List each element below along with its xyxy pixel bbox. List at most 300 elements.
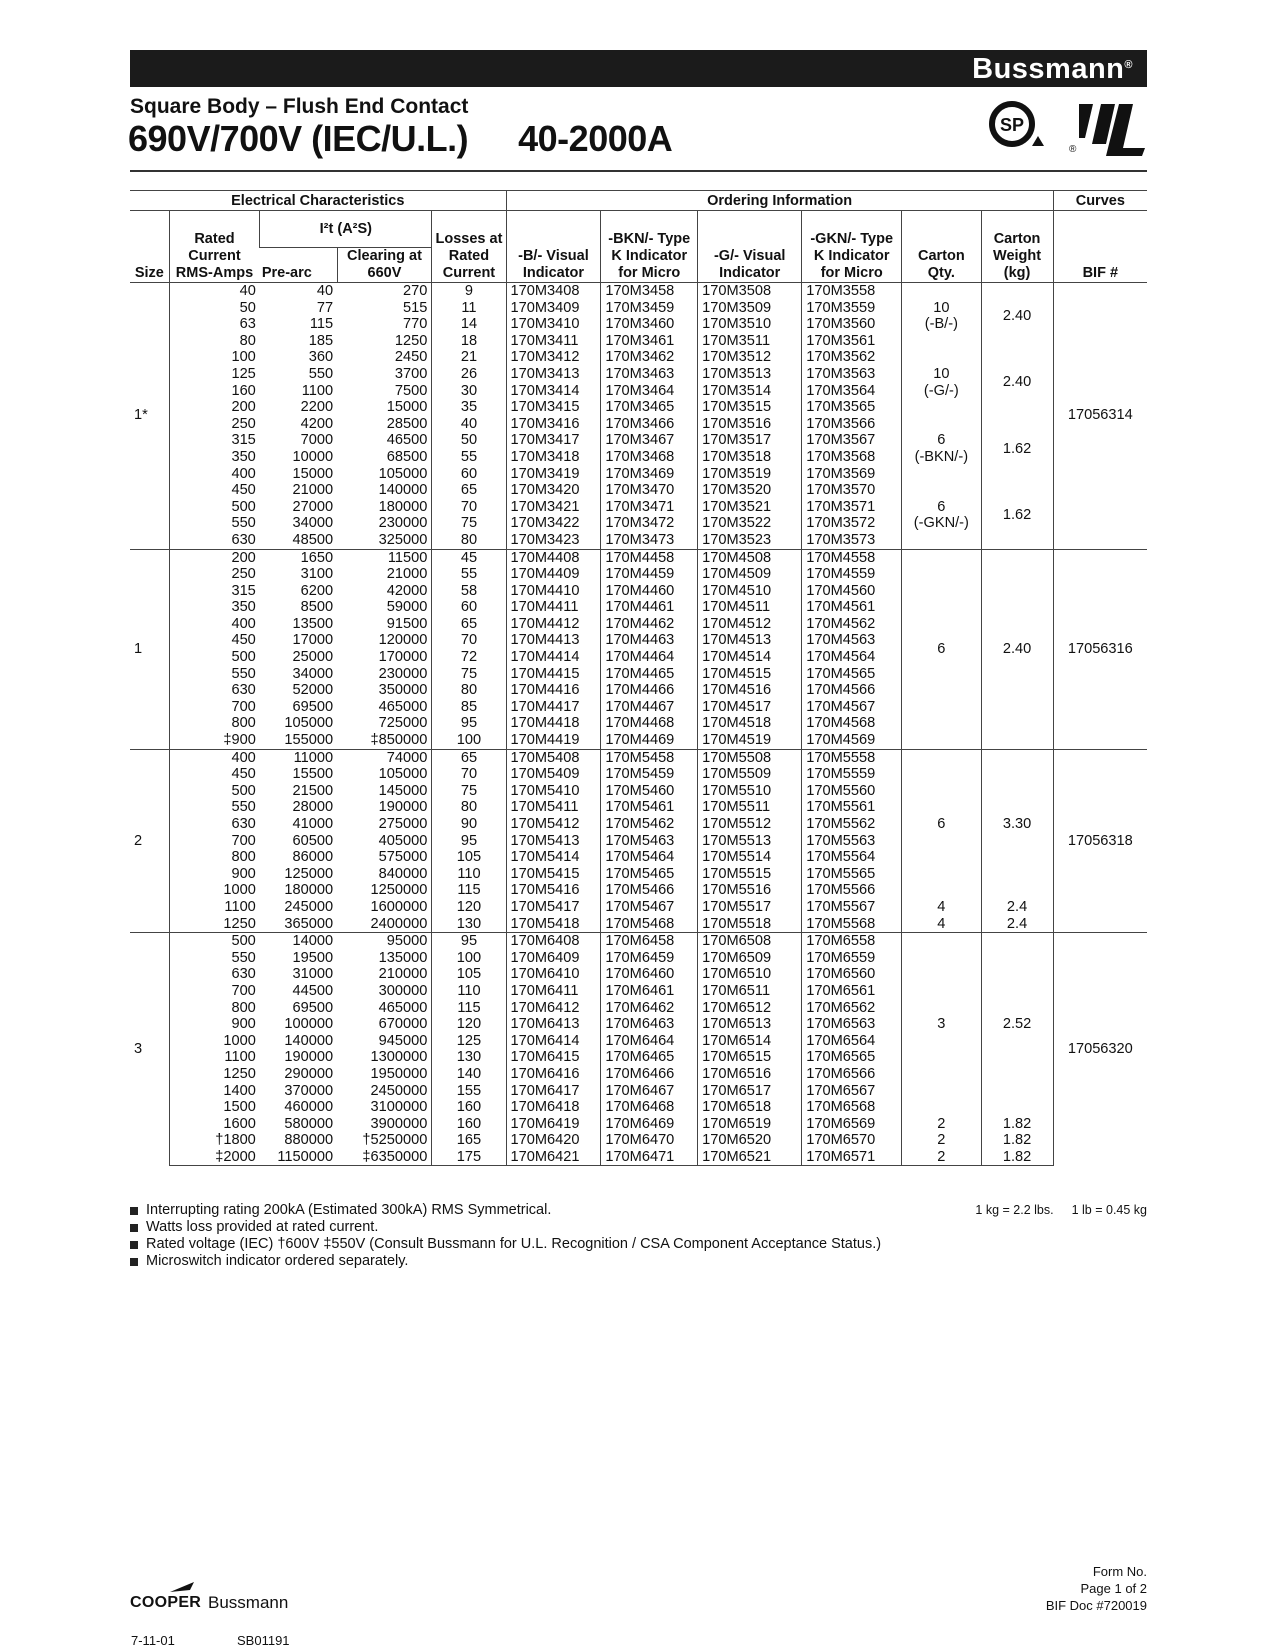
table-body — [130, 283, 1147, 1166]
col-bkn-typek: -BKN/- Type K Indicator for Micro — [601, 211, 698, 283]
bkn-part-cell: 170M4466 — [601, 682, 698, 699]
gkn-part-cell: 170M3561 — [802, 333, 902, 350]
col-rated-current: Rated Current RMS-Amps — [169, 211, 260, 283]
b-part-cell: 170M4413 — [506, 632, 601, 649]
carton-weight-cell: 3.30 — [981, 749, 1053, 899]
prearc-cell: 8500 — [300, 599, 334, 616]
prearc-cell: 11000 — [260, 749, 337, 766]
form-number: Form No. — [1092, 1564, 1147, 1579]
prearc-cell: 40 — [260, 283, 337, 300]
gkn-part-cell: 170M5562 — [802, 816, 902, 833]
gkn-part-cell: 170M3570 — [802, 482, 902, 499]
carton-qty-value: 4 — [937, 898, 946, 915]
g-part-cell: 170M3508 — [698, 283, 802, 300]
table-row — [130, 549, 1147, 566]
gkn-part-cell: 170M6568 — [802, 1099, 902, 1116]
gkn-part-cell: 170M5564 — [802, 849, 902, 866]
rated-current-cell: 630 — [169, 966, 260, 983]
prearc-cell: 245000 — [284, 898, 334, 915]
clearing-cell: 3900000 — [370, 1115, 428, 1132]
b-part-cell: 170M5416 — [506, 882, 601, 899]
clearing-cell: 465000 — [378, 698, 428, 715]
b-part-cell: 170M5418 — [506, 916, 601, 933]
gkn-part-cell: 170M5565 — [802, 866, 902, 883]
col-bif: BIF # — [1053, 211, 1147, 283]
losses-cell: 90 — [432, 816, 506, 833]
carton-weight-cell: 2.52 — [981, 933, 1053, 1116]
g-part-cell: 170M3517 — [698, 432, 802, 449]
bkn-part-cell: 170M3462 — [601, 349, 698, 366]
col-carton-weight: Carton Weight (kg) — [981, 211, 1053, 283]
b-part-cell: 170M6419 — [506, 1116, 601, 1133]
rated-current-cell: 400 — [169, 616, 260, 633]
prearc-cell: 155000 — [284, 732, 334, 749]
table-row — [130, 1149, 1147, 1166]
gkn-part-cell: 170M5561 — [802, 799, 902, 816]
bkn-part-cell: 170M6467 — [601, 1083, 698, 1100]
bkn-part-cell: 170M6462 — [601, 1000, 698, 1017]
g-part-cell: 170M4517 — [698, 699, 802, 716]
table-row — [130, 482, 1147, 499]
clearing-cell: 405000 — [378, 832, 428, 849]
gkn-part-cell: 170M4565 — [802, 666, 902, 683]
gkn-part-cell: 170M6559 — [802, 950, 902, 967]
b-part-cell: 170M5415 — [506, 866, 601, 883]
g-part-cell: 170M4511 — [698, 599, 802, 616]
b-part-cell: 170M4408 — [506, 549, 601, 566]
prearc-cell: 2200 — [300, 399, 334, 416]
bullet-square-icon — [130, 1241, 138, 1249]
g-part-cell: 170M5511 — [698, 799, 802, 816]
svg-text:SP: SP — [999, 115, 1025, 135]
bkn-part-cell: 170M4458 — [601, 549, 698, 566]
prearc-cell: 77 — [316, 299, 334, 316]
bkn-part-cell: 170M6458 — [601, 933, 698, 950]
carton-qty-cell — [902, 1116, 981, 1133]
prearc-cell: 3100 — [300, 566, 334, 583]
g-part-cell: 170M6514 — [698, 1033, 802, 1050]
g-part-cell: 170M5509 — [698, 766, 802, 783]
g-part-cell: 170M4515 — [698, 666, 802, 683]
g-part-cell: 170M3521 — [698, 499, 802, 516]
gkn-part-cell: 170M6567 — [802, 1083, 902, 1100]
clearing-cell: 230000 — [378, 515, 428, 532]
losses-cell: 75 — [432, 515, 506, 532]
carton-qty-cell — [902, 549, 981, 749]
prearc-cell: 190000 — [284, 1049, 334, 1066]
losses-cell: 11 — [432, 300, 506, 317]
losses-cell: 60 — [432, 599, 506, 616]
prearc-cell: 28000 — [292, 799, 334, 816]
gkn-part-cell: 170M3562 — [802, 349, 902, 366]
b-part-cell: 170M3421 — [506, 499, 601, 516]
b-part-cell: 170M4409 — [506, 566, 601, 583]
g-part-cell: 170M4516 — [698, 682, 802, 699]
bkn-part-cell: 170M3468 — [601, 449, 698, 466]
prearc-cell: 60500 — [292, 832, 334, 849]
rated-current-cell: 1250 — [169, 916, 260, 933]
losses-cell: 50 — [432, 432, 506, 449]
rated-current-cell: 1600 — [169, 1116, 260, 1133]
rated-current-cell: 1100 — [169, 899, 260, 916]
carton-weight-cell: 1.82 — [981, 1132, 1053, 1149]
b-part-cell: 170M6414 — [506, 1033, 601, 1050]
losses-cell: 75 — [432, 666, 506, 683]
brand-bar — [130, 50, 1147, 87]
clearing-cell: 670000 — [378, 1016, 428, 1033]
prearc-cell: 13500 — [292, 615, 334, 632]
g-part-cell: 170M4514 — [698, 649, 802, 666]
prearc-cell: 17000 — [292, 632, 334, 649]
clearing-cell: 300000 — [378, 982, 428, 999]
gkn-part-cell: 170M3568 — [802, 449, 902, 466]
gkn-part-cell: 170M3569 — [802, 466, 902, 483]
g-part-cell: 170M3511 — [698, 333, 802, 350]
g-part-cell: 170M6509 — [698, 950, 802, 967]
gkn-part-cell: 170M3566 — [802, 416, 902, 433]
table-row — [130, 916, 1147, 933]
prearc-cell: 460000 — [284, 1099, 334, 1116]
gkn-part-cell: 170M3567 — [802, 432, 902, 449]
rated-current-cell: 450 — [169, 766, 260, 783]
gkn-part-cell: 170M5560 — [802, 783, 902, 800]
bullet-square-icon — [130, 1224, 138, 1232]
b-part-cell: 170M3411 — [506, 333, 601, 350]
size-cell: 2 — [130, 749, 169, 933]
prearc-cell: 180000 — [284, 882, 334, 899]
footnotes — [130, 1202, 881, 1270]
b-part-cell: 170M6416 — [506, 1066, 601, 1083]
clearing-cell: 105000 — [378, 766, 428, 783]
rated-current-cell: 800 — [169, 849, 260, 866]
losses-cell: 65 — [432, 749, 506, 766]
b-part-cell: 170M5410 — [506, 783, 601, 800]
col-i2t: I²t (A²S) — [260, 211, 432, 248]
losses-cell: 80 — [432, 532, 506, 549]
bkn-part-cell: 170M5464 — [601, 849, 698, 866]
carton-qty-value: 4 — [937, 915, 946, 932]
clearing-cell: 770 — [403, 316, 428, 333]
footnote: Interrupting rating 200kA (Estimated 300kA) RMS Symmetrical. — [130, 1202, 881, 1219]
clearing-cell: 2450 — [394, 349, 428, 366]
col-size: Size — [130, 211, 169, 283]
rated-current-cell: 63 — [169, 316, 260, 333]
losses-cell: 80 — [432, 682, 506, 699]
carton-weight-cell: 1.62 — [981, 482, 1053, 549]
prearc-cell: 10000 — [292, 448, 334, 465]
clearing-cell: 1950000 — [370, 1065, 428, 1082]
gkn-part-cell: 170M3565 — [802, 399, 902, 416]
rated-current-cell: 40 — [169, 283, 260, 300]
b-part-cell: 170M3422 — [506, 515, 601, 532]
carton-qty-cell — [902, 349, 981, 415]
clearing-cell: 325000 — [378, 531, 428, 548]
carton-qty-value: 10 — [933, 365, 950, 382]
bkn-part-cell: 170M4463 — [601, 632, 698, 649]
g-part-cell: 170M4519 — [698, 732, 802, 749]
losses-cell: 14 — [432, 316, 506, 333]
carton-weight-cell: 2.4 — [981, 916, 1053, 933]
b-part-cell: 170M6409 — [506, 950, 601, 967]
bullet-square-icon — [130, 1258, 138, 1266]
prearc-cell: 290000 — [284, 1065, 334, 1082]
b-part-cell: 170M3417 — [506, 432, 601, 449]
page-title — [128, 118, 672, 160]
gkn-part-cell: 170M5558 — [802, 749, 902, 766]
gkn-part-cell: 170M3572 — [802, 515, 902, 532]
g-part-cell: 170M3513 — [698, 366, 802, 383]
losses-cell: 115 — [432, 1000, 506, 1017]
gkn-part-cell: 170M4559 — [802, 566, 902, 583]
prearc-cell: 14000 — [260, 933, 337, 950]
carton-weight-cell: 2.40 — [981, 549, 1053, 749]
carton-weight-cell: 1.62 — [981, 416, 1053, 482]
prearc-cell: 34000 — [292, 515, 334, 532]
losses-cell: 85 — [432, 699, 506, 716]
prearc-cell: 21500 — [292, 782, 334, 799]
prearc-cell: 1100 — [301, 382, 334, 399]
carton-qty-cell — [902, 749, 981, 899]
clearing-cell: 1250 — [394, 332, 428, 349]
carton-qty-cell — [902, 1132, 981, 1149]
gkn-part-cell: 170M5567 — [802, 899, 902, 916]
carton-qty-value: 10 — [933, 299, 950, 316]
gkn-part-cell: 170M6563 — [802, 1016, 902, 1033]
bkn-part-cell: 170M6470 — [601, 1132, 698, 1149]
gkn-part-cell: 170M3559 — [802, 300, 902, 317]
b-part-cell: 170M3416 — [506, 416, 601, 433]
carton-qty-cell — [902, 283, 981, 350]
clearing-cell: 1600000 — [370, 898, 428, 915]
b-part-cell: 170M3423 — [506, 532, 601, 549]
size-cell: 3 — [130, 933, 169, 1166]
carton-weight-cell: 2.40 — [981, 349, 1053, 415]
prearc-cell: 580000 — [284, 1115, 334, 1132]
gkn-part-cell: 170M6562 — [802, 1000, 902, 1017]
prearc-cell: 48500 — [292, 531, 334, 548]
clearing-cell: 190000 — [378, 799, 428, 816]
losses-cell: 105 — [432, 849, 506, 866]
gkn-part-cell: 170M5559 — [802, 766, 902, 783]
clearing-cell: 840000 — [378, 865, 428, 882]
rated-current-cell: 80 — [169, 333, 260, 350]
losses-cell: 75 — [432, 783, 506, 800]
cooper-bussmann-logo: COOPER Bussmann — [130, 1580, 300, 1616]
bkn-part-cell: 170M6459 — [601, 950, 698, 967]
carton-weight-cell: 2.40 — [981, 283, 1053, 350]
rated-current-cell: 400 — [169, 466, 260, 483]
gkn-part-cell: 170M6571 — [802, 1149, 902, 1166]
rated-current-cell: 1500 — [169, 1099, 260, 1116]
group-ordering: Ordering Information — [506, 191, 1053, 211]
prearc-cell: 365000 — [284, 915, 334, 932]
clearing-cell: 3100000 — [370, 1099, 428, 1116]
rated-current-cell: 630 — [169, 816, 260, 833]
b-part-cell: 170M5411 — [506, 799, 601, 816]
conversion-kg: 1 kg = 2.2 lbs. — [975, 1203, 1054, 1217]
gkn-part-cell: 170M6570 — [802, 1132, 902, 1149]
bkn-part-cell: 170M5463 — [601, 833, 698, 850]
bkn-part-cell: 170M6466 — [601, 1066, 698, 1083]
table-row — [130, 1132, 1147, 1149]
title-range: 40-2000A — [518, 118, 673, 159]
clearing-cell: 170000 — [378, 649, 428, 666]
rated-current-cell: 630 — [169, 532, 260, 549]
rated-current-cell: 1000 — [169, 882, 260, 899]
clearing-cell: ‡850000 — [370, 732, 428, 749]
bkn-part-cell: 170M4464 — [601, 649, 698, 666]
losses-cell: 26 — [432, 366, 506, 383]
clearing-cell: 46500 — [386, 432, 428, 449]
g-part-cell: 170M6512 — [698, 1000, 802, 1017]
b-part-cell: 170M6410 — [506, 966, 601, 983]
clearing-cell: 575000 — [378, 849, 428, 866]
g-part-cell: 170M5508 — [698, 749, 802, 766]
clearing-cell: 230000 — [378, 665, 428, 682]
carton-qty-type: (-G/-) — [923, 382, 959, 399]
carton-qty-type: (-BKN/-) — [914, 448, 969, 465]
csa-certification-icon — [988, 100, 1048, 152]
losses-cell: 18 — [432, 333, 506, 350]
clearing-cell: 465000 — [378, 999, 428, 1016]
clearing-cell: 1250000 — [370, 882, 428, 899]
bkn-part-cell: 170M3465 — [601, 399, 698, 416]
bkn-part-cell: 170M6465 — [601, 1049, 698, 1066]
table-row — [130, 1116, 1147, 1133]
g-part-cell: 170M3516 — [698, 416, 802, 433]
prearc-cell: 550 — [308, 365, 334, 382]
b-part-cell: 170M3420 — [506, 482, 601, 499]
clearing-cell: 1300000 — [370, 1049, 428, 1066]
prearc-cell: 125000 — [284, 865, 334, 882]
b-part-cell: 170M3413 — [506, 366, 601, 383]
bkn-part-cell: 170M5462 — [601, 816, 698, 833]
b-part-cell: 170M6418 — [506, 1099, 601, 1116]
losses-cell: 65 — [432, 482, 506, 499]
rated-current-cell: 1000 — [169, 1033, 260, 1050]
losses-cell: 72 — [432, 649, 506, 666]
prearc-cell: 370000 — [284, 1082, 334, 1099]
losses-cell: 95 — [432, 833, 506, 850]
clearing-cell: 21000 — [386, 566, 428, 583]
losses-cell: 160 — [432, 1099, 506, 1116]
rated-current-cell: ‡2000 — [169, 1149, 260, 1166]
col-b-visual: -B/- Visual Indicator — [506, 211, 601, 283]
clearing-cell: 145000 — [378, 782, 428, 799]
bkn-part-cell: 170M5461 — [601, 799, 698, 816]
bkn-part-cell: 170M3470 — [601, 482, 698, 499]
bkn-part-cell: 170M4467 — [601, 699, 698, 716]
bkn-part-cell: 170M3471 — [601, 499, 698, 516]
carton-qty-value: 2 — [937, 1115, 946, 1132]
footer-doc-info — [1046, 1563, 1147, 1614]
rated-current-cell: 450 — [169, 632, 260, 649]
clearing-cell: 945000 — [378, 1032, 428, 1049]
b-part-cell: 170M6413 — [506, 1016, 601, 1033]
rated-current-cell: 125 — [169, 366, 260, 383]
rated-current-cell: 700 — [169, 833, 260, 850]
gkn-part-cell: 170M4567 — [802, 699, 902, 716]
clearing-cell: 270 — [337, 283, 432, 300]
prearc-cell: 69500 — [292, 999, 334, 1016]
rated-current-cell: 450 — [169, 482, 260, 499]
carton-qty-cell — [902, 1149, 981, 1166]
rated-current-cell: 700 — [169, 983, 260, 1000]
bkn-part-cell: 170M5459 — [601, 766, 698, 783]
g-part-cell: 170M4512 — [698, 616, 802, 633]
losses-cell: 9 — [432, 283, 506, 300]
gkn-part-cell: 170M5563 — [802, 833, 902, 850]
b-part-cell: 170M5409 — [506, 766, 601, 783]
carton-qty-cell — [902, 482, 981, 549]
g-part-cell: 170M5516 — [698, 882, 802, 899]
carton-qty-type: (-B/-) — [924, 316, 958, 333]
b-part-cell: 170M6417 — [506, 1083, 601, 1100]
clearing-cell: 105000 — [378, 465, 428, 482]
g-part-cell: 170M5512 — [698, 816, 802, 833]
footer-doc-code: SB01191 — [237, 1633, 290, 1648]
losses-cell: 21 — [432, 349, 506, 366]
table-row — [130, 899, 1147, 916]
g-part-cell: 170M6518 — [698, 1099, 802, 1116]
b-part-cell: 170M5413 — [506, 833, 601, 850]
losses-cell: 40 — [432, 416, 506, 433]
b-part-cell: 170M6411 — [506, 983, 601, 1000]
gkn-part-cell: 170M4566 — [802, 682, 902, 699]
g-part-cell: 170M6511 — [698, 983, 802, 1000]
rated-current-cell: 1100 — [169, 1049, 260, 1066]
gkn-part-cell: 170M3564 — [802, 383, 902, 400]
gkn-part-cell: 170M4562 — [802, 616, 902, 633]
prearc-cell: 7000 — [300, 432, 334, 449]
carton-qty-cell — [902, 416, 981, 482]
b-part-cell: 170M4412 — [506, 616, 601, 633]
col-losses: Losses at Rated Current — [432, 211, 506, 283]
bkn-part-cell: 170M3463 — [601, 366, 698, 383]
g-part-cell: 170M3522 — [698, 515, 802, 532]
bkn-part-cell: 170M3464 — [601, 383, 698, 400]
rated-current-cell: †1800 — [169, 1132, 260, 1149]
losses-cell: 165 — [432, 1132, 506, 1149]
rated-current-cell: 550 — [169, 515, 260, 532]
g-part-cell: 170M6521 — [698, 1149, 802, 1166]
clearing-cell: 95000 — [337, 933, 432, 950]
clearing-cell: 59000 — [386, 599, 428, 616]
b-part-cell: 170M5414 — [506, 849, 601, 866]
page-number: Page 1 of 2 — [1080, 1581, 1147, 1596]
clearing-cell: 15000 — [386, 399, 428, 416]
page-subtitle: Square Body – Flush End Contact — [130, 95, 469, 118]
gkn-part-cell: 170M4568 — [802, 715, 902, 732]
bkn-part-cell: 170M5458 — [601, 749, 698, 766]
g-part-cell: 170M5518 — [698, 916, 802, 933]
g-part-cell: 170M3510 — [698, 316, 802, 333]
group-electrical: Electrical Characteristics — [130, 191, 506, 211]
clearing-cell: 350000 — [378, 682, 428, 699]
brand-name: Bussmann® — [972, 53, 1133, 85]
rated-current-cell: 200 — [169, 399, 260, 416]
b-part-cell: 170M6420 — [506, 1132, 601, 1149]
losses-cell: 120 — [432, 1016, 506, 1033]
carton-qty-value: 6 — [937, 498, 946, 515]
bkn-part-cell: 170M4460 — [601, 583, 698, 600]
gkn-part-cell: 170M3571 — [802, 499, 902, 516]
footer-date: 7-11-01 — [131, 1633, 175, 1648]
rated-current-cell: 1250 — [169, 1066, 260, 1083]
g-part-cell: 170M4513 — [698, 632, 802, 649]
carton-weight-cell: 2.4 — [981, 899, 1053, 916]
carton-qty-value: 6 — [937, 432, 946, 449]
